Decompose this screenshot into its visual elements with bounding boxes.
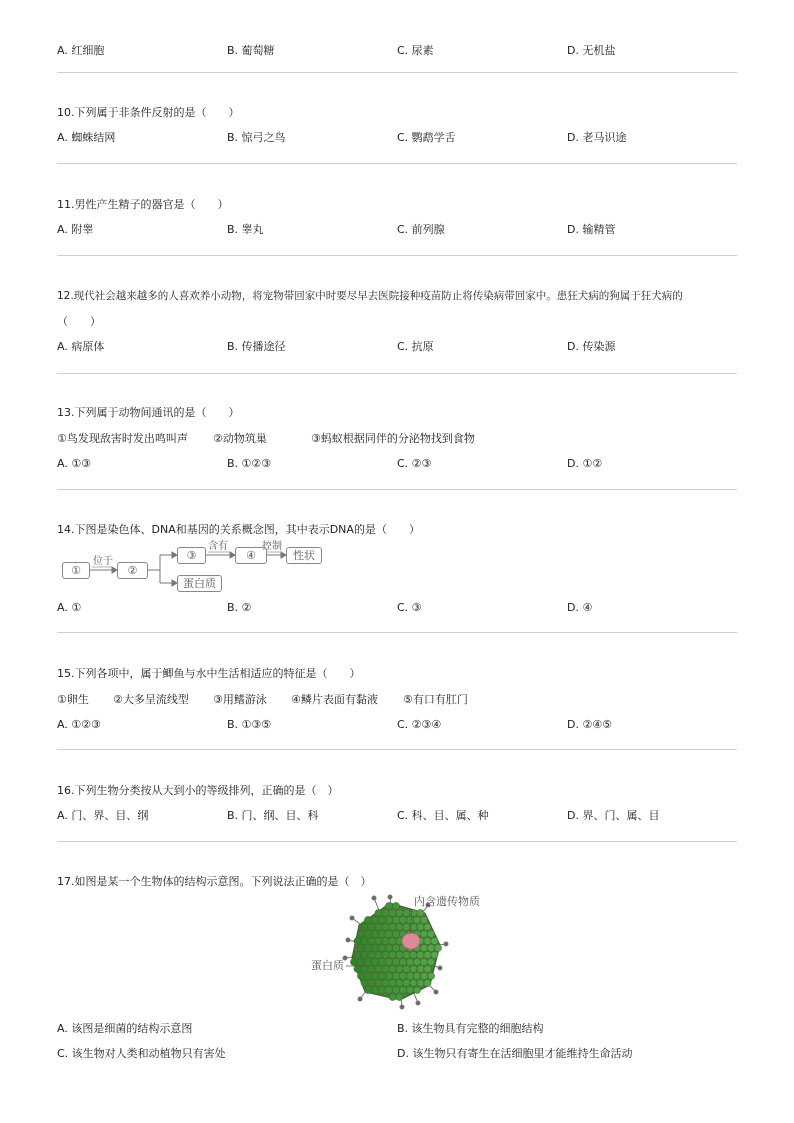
q16-option-a: A. 门、界、目、纲 (57, 809, 149, 822)
q9-option-a: A. 红细胞 (57, 44, 105, 57)
capsomere (368, 965, 375, 972)
capsomere (364, 944, 371, 951)
capsomere (368, 951, 375, 958)
capsomere (382, 965, 389, 972)
q10-title: 10.下列属于非条件反射的是（ ） (57, 106, 240, 119)
q12-option-b: B. 传播途径 (227, 340, 286, 353)
capsomere (396, 909, 403, 916)
capsomere (371, 986, 378, 993)
q15-item-4: ④鳞片表面有黏液 (291, 693, 378, 706)
capsomere (371, 944, 378, 951)
capsomere (361, 923, 368, 930)
capsomere (424, 937, 431, 944)
capsomere (368, 979, 375, 986)
q17-title: 17.如图是某一个生物体的结构示意图。下列说法正确的是（ ） (57, 875, 372, 888)
q11-option-b: B. 睾丸 (227, 223, 264, 236)
capsomere (427, 944, 434, 951)
capsomere (357, 972, 364, 979)
q12-option-c: C. 抗原 (397, 340, 434, 353)
q12-title: 12.现代社会越来越多的人喜欢养小动物，将宠物带回家中时要尽早去医院接种疫苗防止将传染病带回家中。患狂犬病的狗属于狂犬病的 (57, 290, 683, 302)
capsomere (417, 979, 424, 986)
capsomere (431, 951, 438, 958)
diagram-label-located: 位于 (93, 556, 113, 567)
capsomere (378, 972, 385, 979)
capsomere (403, 909, 410, 916)
capsomere (389, 923, 396, 930)
q15-option-a: A. ①②③ (57, 718, 101, 731)
q10-option-b: B. 惊弓之鸟 (227, 131, 286, 144)
q14-option-c: C. ③ (397, 601, 422, 614)
capsomere (399, 916, 406, 923)
capsomere (375, 937, 382, 944)
capsomere (417, 909, 424, 916)
capsomere (350, 958, 357, 965)
q9-option-b: B. 葡萄糖 (227, 44, 275, 57)
capsomere (378, 930, 385, 937)
q13-option-d: D. ①② (567, 457, 603, 470)
capsomere (385, 930, 392, 937)
diagram-box-3: ③ (177, 547, 206, 564)
capsomere (434, 944, 441, 951)
capsomere (382, 979, 389, 986)
capsomere (392, 916, 399, 923)
q16-option-b: B. 门、纲、目、科 (227, 809, 319, 822)
capsomere (406, 958, 413, 965)
diagram-label-controls: 控制 (262, 541, 282, 552)
capsomere (368, 937, 375, 944)
capsomere (413, 972, 420, 979)
capsomere (389, 909, 396, 916)
q17-option-a: A. 该图是细菌的结构示意图 (57, 1022, 193, 1035)
figure-label-genetic-material: 内含遗传物质 (414, 895, 480, 908)
capsomere (357, 930, 364, 937)
capsid-spike-tip (358, 997, 362, 1001)
capsomere (417, 923, 424, 930)
capsomere (364, 972, 371, 979)
capsomere (378, 986, 385, 993)
q16-option-d: D. 界、门、属、目 (567, 809, 660, 822)
capsomere (392, 930, 399, 937)
capsomere (378, 958, 385, 965)
capsomere (385, 986, 392, 993)
q14-title: 14.下图是染色体、DNA和基因的关系概念图，其中表示DNA的是（ ） (57, 523, 420, 536)
q13-option-a: A. ①③ (57, 457, 92, 470)
q17-option-c: C. 该生物对人类和动植物只有害处 (57, 1047, 226, 1060)
capsomere (410, 909, 417, 916)
q14-option-b: B. ② (227, 601, 252, 614)
capsomere (392, 972, 399, 979)
capsomere (361, 951, 368, 958)
capsomere (385, 972, 392, 979)
capsomere (403, 951, 410, 958)
q9-option-d: D. 无机盐 (567, 44, 616, 57)
capsomere (378, 916, 385, 923)
capsomere (417, 951, 424, 958)
capsomere (368, 923, 375, 930)
capsomere (361, 979, 368, 986)
capsomere (364, 930, 371, 937)
q15-item-2: ②大多呈流线型 (113, 693, 189, 706)
capsomere (354, 951, 361, 958)
capsomere (396, 923, 403, 930)
capsomere (420, 930, 427, 937)
diagram-label-contains: 含有 (208, 541, 228, 552)
capsomere (403, 923, 410, 930)
q15-option-c: C. ②③④ (397, 718, 442, 731)
capsomere (424, 965, 431, 972)
capsomere (399, 972, 406, 979)
diagram-box-protein: 蛋白质 (177, 575, 222, 592)
capsomere (382, 951, 389, 958)
capsomere (371, 958, 378, 965)
capsomere (403, 965, 410, 972)
capsomere (364, 986, 371, 993)
q15-item-3: ③用鳍游泳 (213, 693, 267, 706)
capsomere (389, 965, 396, 972)
capsomere (361, 937, 368, 944)
capsomere (361, 965, 368, 972)
capsomere (431, 937, 438, 944)
q17-option-b: B. 该生物具有完整的细胞结构 (397, 1022, 544, 1035)
capsomere (364, 958, 371, 965)
capsomere (420, 972, 427, 979)
capsomere (392, 986, 399, 993)
capsomere (378, 944, 385, 951)
q13-item-2: ②动物筑巢 (213, 432, 267, 445)
q13-title: 13.下列属于动物间通讯的是（ ） (57, 406, 240, 419)
capsomere (406, 916, 413, 923)
capsomere (389, 993, 396, 1000)
q12-option-d: D. 传染源 (567, 340, 616, 353)
q13-option-b: B. ①②③ (227, 457, 272, 470)
q13-item-3: ③蚂蚁根据同伴的分泌物找到食物 (311, 432, 475, 445)
q13-option-c: C. ②③ (397, 457, 432, 470)
capsomere (406, 986, 413, 993)
capsid-spike-tip (350, 916, 354, 920)
capsomere (385, 958, 392, 965)
capsomere (424, 979, 431, 986)
q13-item-1: ①鸟发现敌害时发出鸣叫声 (57, 432, 188, 445)
capsomere (371, 972, 378, 979)
q12-title-continued: （ ） (57, 315, 101, 328)
capsomere (399, 986, 406, 993)
capsomere (385, 916, 392, 923)
capsomere (410, 951, 417, 958)
q12-option-a: A. 病原体 (57, 340, 105, 353)
capsomere (417, 965, 424, 972)
capsomere (420, 944, 427, 951)
capsomere (410, 965, 417, 972)
q9-option-c: C. 尿素 (397, 44, 434, 57)
capsomere (396, 979, 403, 986)
capsomere (375, 923, 382, 930)
capsid-spike-tip (438, 966, 442, 970)
capsomere (371, 916, 378, 923)
capsomere (427, 958, 434, 965)
q10-option-d: D. 老马识途 (567, 131, 627, 144)
q15-option-d: D. ②④⑤ (567, 718, 613, 731)
capsomere (389, 937, 396, 944)
capsomere (392, 958, 399, 965)
q15-item-1: ①卵生 (57, 693, 89, 706)
capsomere (392, 902, 399, 909)
q16-option-c: C. 科、目、属、种 (397, 809, 489, 822)
capsomere (382, 909, 389, 916)
capsomere (375, 909, 382, 916)
capsid-spike-tip (416, 1001, 420, 1005)
q10-option-c: C. 鹦鹉学舌 (397, 131, 456, 144)
capsomere (385, 902, 392, 909)
capsomere (357, 958, 364, 965)
capsid-spike-tip (388, 895, 392, 899)
q11-option-c: C. 前列腺 (397, 223, 445, 236)
capsomere (354, 965, 361, 972)
capsomere (413, 986, 420, 993)
q11-title: 11.男性产生精子的器官是（ ） (57, 198, 229, 211)
capsomere (396, 965, 403, 972)
diagram-box-1: ① (62, 562, 90, 579)
capsomere (410, 979, 417, 986)
q16-title: 16.下列生物分类按从大到小的等级排列，正确的是（ ） (57, 784, 339, 797)
capsomere (389, 979, 396, 986)
capsomere (427, 972, 434, 979)
q11-option-d: D. 输精管 (567, 223, 616, 236)
capsomere (375, 951, 382, 958)
diagram-box-4: ④ (235, 547, 267, 564)
capsomere (413, 916, 420, 923)
capsomere (385, 944, 392, 951)
capsomere (375, 979, 382, 986)
capsomere (420, 916, 427, 923)
capsomere (403, 979, 410, 986)
q14-option-d: D. ④ (567, 601, 593, 614)
diagram-box-2: ② (117, 562, 148, 579)
capsid-spike-tip (444, 942, 448, 946)
figure-label-protein: 蛋白质 (311, 959, 344, 972)
q17-option-d: D. 该生物只有寄生在活细胞里才能维持生命活动 (397, 1047, 633, 1060)
capsomere (371, 930, 378, 937)
capsomere (392, 944, 399, 951)
capsomere (375, 965, 382, 972)
capsomere (420, 958, 427, 965)
capsid-spike-tip (400, 1005, 404, 1009)
capsomere (424, 951, 431, 958)
diagram-box-trait: 性状 (286, 547, 322, 564)
capsomere (389, 951, 396, 958)
capsomere (364, 916, 371, 923)
capsomere (424, 923, 431, 930)
capsomere (427, 930, 434, 937)
q15-item-5: ⑤有口有肛门 (403, 693, 468, 706)
capsomere (396, 951, 403, 958)
capsomere (406, 972, 413, 979)
capsomere (382, 937, 389, 944)
capsomere (357, 944, 364, 951)
q10-option-a: A. 蜘蛛结网 (57, 131, 116, 144)
q15-option-b: B. ①③⑤ (227, 718, 272, 731)
capsid-spike-tip (372, 896, 376, 900)
q11-option-a: A. 附睾 (57, 223, 94, 236)
capsomere (396, 993, 403, 1000)
capsid-spike-tip (346, 938, 350, 942)
capsid-spike-tip (434, 990, 438, 994)
capsomere (399, 958, 406, 965)
capsomere (413, 958, 420, 965)
q15-title: 15.下列各项中，属于鲫鱼与水中生活相适应的特征是（ ） (57, 667, 361, 680)
capsomere (382, 923, 389, 930)
capsomere (354, 937, 361, 944)
q14-option-a: A. ① (57, 601, 82, 614)
